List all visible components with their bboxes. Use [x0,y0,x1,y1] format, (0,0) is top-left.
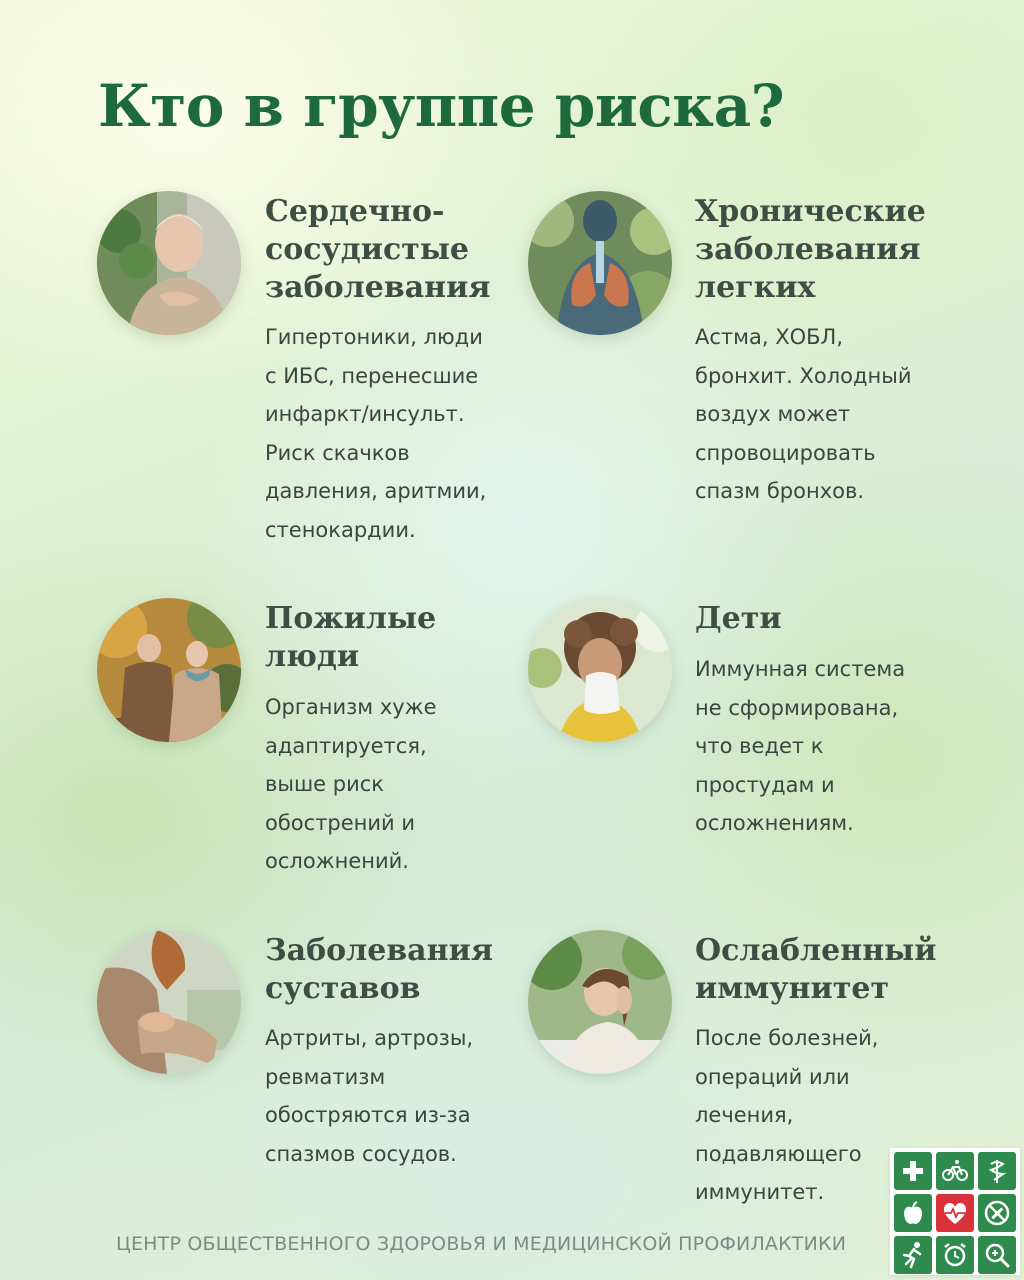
no-smoking-icon [978,1194,1016,1232]
child-sneezing-photo [528,598,672,742]
caduceus-icon [978,1152,1016,1190]
alarm-clock-icon [936,1236,974,1274]
cardiovascular-text: Гипертоники, люди с ИБС, перенесшие инфаркт/инсульт. Риск скачков давления, аритмии, стенокардии. [265,325,487,542]
cardiovascular-heading: Сердечно- сосудистые заболевания [265,194,491,305]
elderly-heading: Пожилые люди [265,601,437,674]
lung-diseases-text: Астма, ХОБЛ, бронхит. Холодный воздух может спровоцировать спазм бронхов. [695,325,912,503]
runner-icon [894,1236,932,1274]
page-title: Кто в группе риска? [98,72,785,140]
health-center-logo [890,1148,1020,1275]
elderly-text: Организм хуже адаптируется, выше риск обострений и осложнений. [265,695,437,873]
weak-immunity-text: После болезней, операций или лечения, подавляющего иммунитет. [695,1026,879,1204]
bicycle-icon [936,1152,974,1190]
lung-diseases-heading: Хронические заболевания легких [695,194,926,305]
woman-knee-pain-photo [97,930,241,1074]
cross-icon [894,1152,932,1190]
weak-immunity-heading: Ослабленный иммунитет [695,933,937,1006]
joints-text: Артриты, артрозы, ревматизм обостряются из-за спазмов сосудов. [265,1026,474,1166]
apple-icon [894,1194,932,1232]
elderly-couple-photo [97,598,241,742]
elderly-man-heart-photo [97,191,241,335]
lungs-xray-photo [528,191,672,335]
joints-heading: Заболевания суставов [265,933,493,1006]
organization-footer: ЦЕНТР ОБЩЕСТВЕННОГО ЗДОРОВЬЯ И МЕДИЦИНСКОЙ ПРОФИЛАКТИКИ [116,1233,847,1255]
magnifier-icon [978,1236,1016,1274]
children-heading: Дети [695,601,782,636]
heart-pulse-icon [936,1194,974,1232]
children-text: Иммунная система не сформирована, что ведет к простудам и осложнениям. [695,657,906,835]
tired-woman-photo [528,930,672,1074]
